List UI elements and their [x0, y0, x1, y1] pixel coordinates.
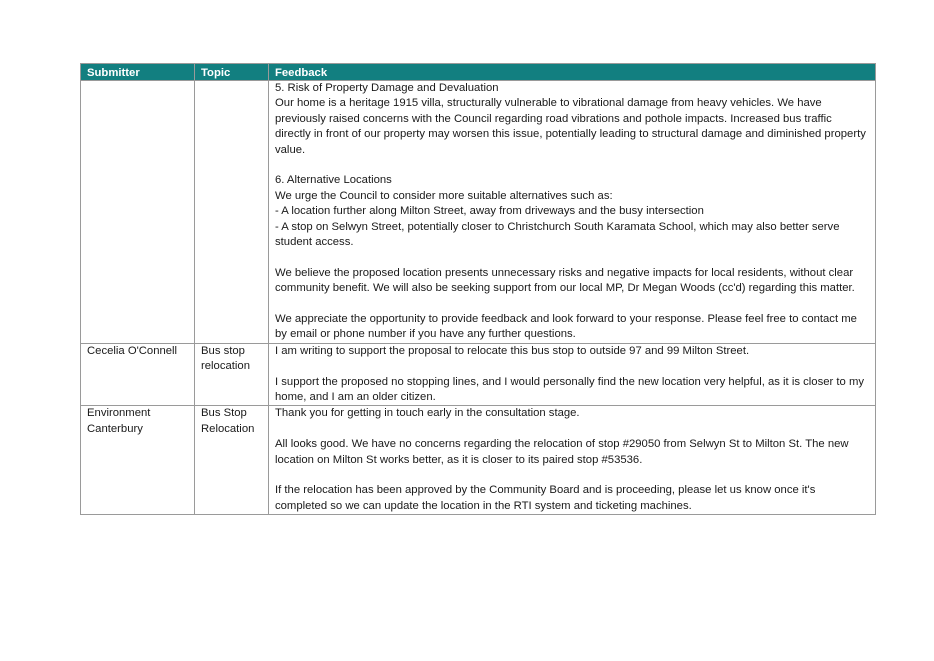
feedback-paragraph	[275, 173, 869, 250]
feedback-cell	[269, 343, 876, 406]
table-row	[81, 406, 876, 515]
document-page	[80, 63, 875, 515]
feedback-text: I support the proposed no stopping lines, and I would personally find the new location very helpful, as it is closer to my home, and I am an older citizen.	[275, 375, 865, 404]
feedback-paragraph	[275, 266, 869, 297]
feedback-paragraph	[275, 312, 869, 343]
topic-cell: Bus stop relocation	[195, 343, 269, 406]
feedback-text: If the relocation has been approved by the Community Board and is proceeding, please let us know once it's completed so we can update the location in the RTI system and ticketing machines.	[275, 484, 816, 512]
feedback-text: I am writing to support the proposal to relocate this bus stop to outside 97 and 99 Milton Street.	[275, 344, 750, 357]
feedback-paragraph	[275, 344, 869, 359]
feedback-list-item: - A stop on Selwyn Street, potentially closer to Christchurch South Karamata School, which may also better serve student access.	[275, 220, 840, 249]
header-topic: Topic	[195, 64, 269, 81]
feedback-paragraph	[275, 81, 869, 158]
table-row	[81, 81, 876, 344]
submitter-cell: Cecelia O'Connell	[81, 343, 195, 406]
header-feedback: Feedback	[269, 64, 876, 81]
feedback-paragraph	[275, 483, 869, 514]
feedback-text: We urge the Council to consider more suitable alternatives such as:	[275, 189, 613, 202]
feedback-heading: 6. Alternative Locations	[275, 174, 392, 187]
feedback-paragraph	[275, 406, 869, 421]
submitter-cell	[81, 81, 195, 344]
feedback-text: All looks good. We have no concerns regarding the relocation of stop #29050 from Selwyn St to Milton St. The new location on Milton St works better, as it is closer to its paired stop #53536.	[275, 438, 849, 466]
table-header-row	[81, 64, 876, 81]
feedback-text: We appreciate the opportunity to provide feedback and look forward to your response. Please feel free to contact me by email or phone number if you have any further questions.	[275, 313, 857, 341]
topic-cell: Bus Stop Relocation	[195, 406, 269, 515]
submitter-cell: Environment Canterbury	[81, 406, 195, 515]
topic-cell	[195, 81, 269, 344]
feedback-list-item: - A location further along Milton Street, away from driveways and the busy intersection	[275, 205, 704, 218]
table-row	[81, 343, 876, 406]
feedback-paragraph	[275, 437, 869, 468]
feedback-text: Thank you for getting in touch early in the consultation stage.	[275, 407, 580, 420]
feedback-table	[80, 63, 876, 515]
feedback-text: Our home is a heritage 1915 villa, structurally vulnerable to vibrational damage from heavy vehicles. We have previously raised concerns with the Council regarding road vibrations and pothole impacts. Increased bus traffic directly in front of our property may worsen this issue, potentially leading to structural damage and diminished property value.	[275, 97, 866, 156]
header-submitter: Submitter	[81, 64, 195, 81]
feedback-cell	[269, 406, 876, 515]
feedback-heading: 5. Risk of Property Damage and Devaluation	[275, 82, 499, 94]
feedback-cell	[269, 81, 876, 344]
feedback-text: We believe the proposed location presents unnecessary risks and negative impacts for local residents, without clear community benefit. We will also be seeking support from our local MP, Dr Megan Woods (cc'd) regarding this matter.	[275, 266, 855, 295]
feedback-paragraph	[275, 375, 869, 406]
